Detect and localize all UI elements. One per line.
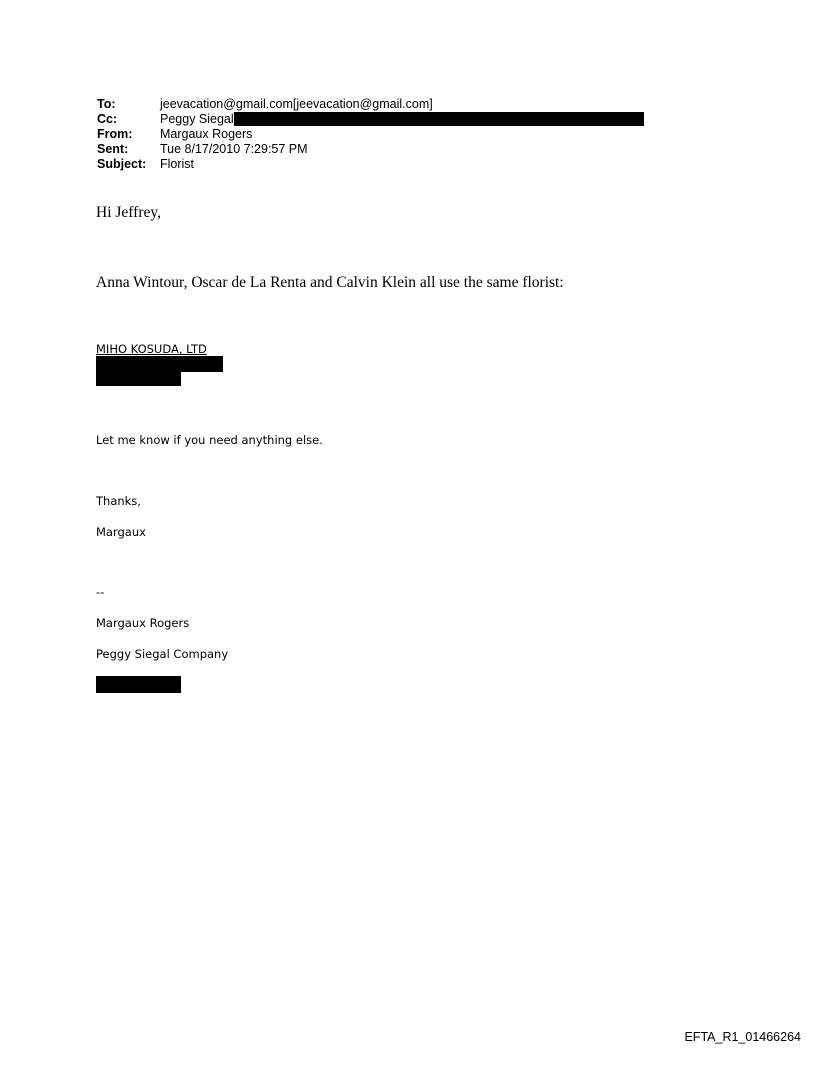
sent-label: Sent: — [97, 142, 129, 156]
sent-row — [97, 142, 644, 157]
from-value: Margaux Rogers — [160, 127, 253, 141]
cc-label: Cc: — [97, 112, 118, 126]
cc-row — [97, 112, 644, 127]
to-label: To: — [97, 97, 116, 111]
from-row — [97, 127, 644, 142]
thanks-line: Thanks, — [96, 494, 141, 508]
to-row — [97, 97, 644, 112]
from-label: From: — [97, 127, 133, 141]
signature-name: Margaux Rogers — [96, 616, 190, 630]
subject-label: Subject: — [97, 157, 147, 171]
to-value: jeevacation@gmail.com[jeevacation@gmail.com] — [160, 97, 433, 111]
signature-company: Peggy Siegal Company — [96, 647, 229, 661]
greeting: Hi Jeffrey, — [96, 204, 161, 221]
email-header — [97, 97, 644, 172]
sender-first-name: Margaux — [96, 525, 146, 539]
signature-separator: -- — [96, 585, 105, 599]
signature-contact-redaction — [96, 676, 181, 693]
subject-value: Florist — [160, 157, 195, 171]
vendor-block — [96, 342, 207, 356]
florist-note: Anna Wintour, Oscar de La Renta and Calvin Klein all use the same florist: — [96, 274, 564, 291]
vendor-phone-redaction — [96, 372, 181, 386]
vendor-name: MIHO KOSUDA, LTD — [96, 342, 207, 356]
closing-request: Let me know if you need anything else. — [96, 433, 323, 447]
sent-value: Tue 8/17/2010 7:29:57 PM — [160, 142, 308, 156]
vendor-address-redaction — [96, 356, 223, 372]
document-id: EFTA_R1_01466264 — [684, 1030, 801, 1044]
subject-row — [97, 157, 644, 172]
cc-redaction-bar — [234, 112, 644, 126]
cc-value: Peggy Siegal — [160, 112, 234, 126]
